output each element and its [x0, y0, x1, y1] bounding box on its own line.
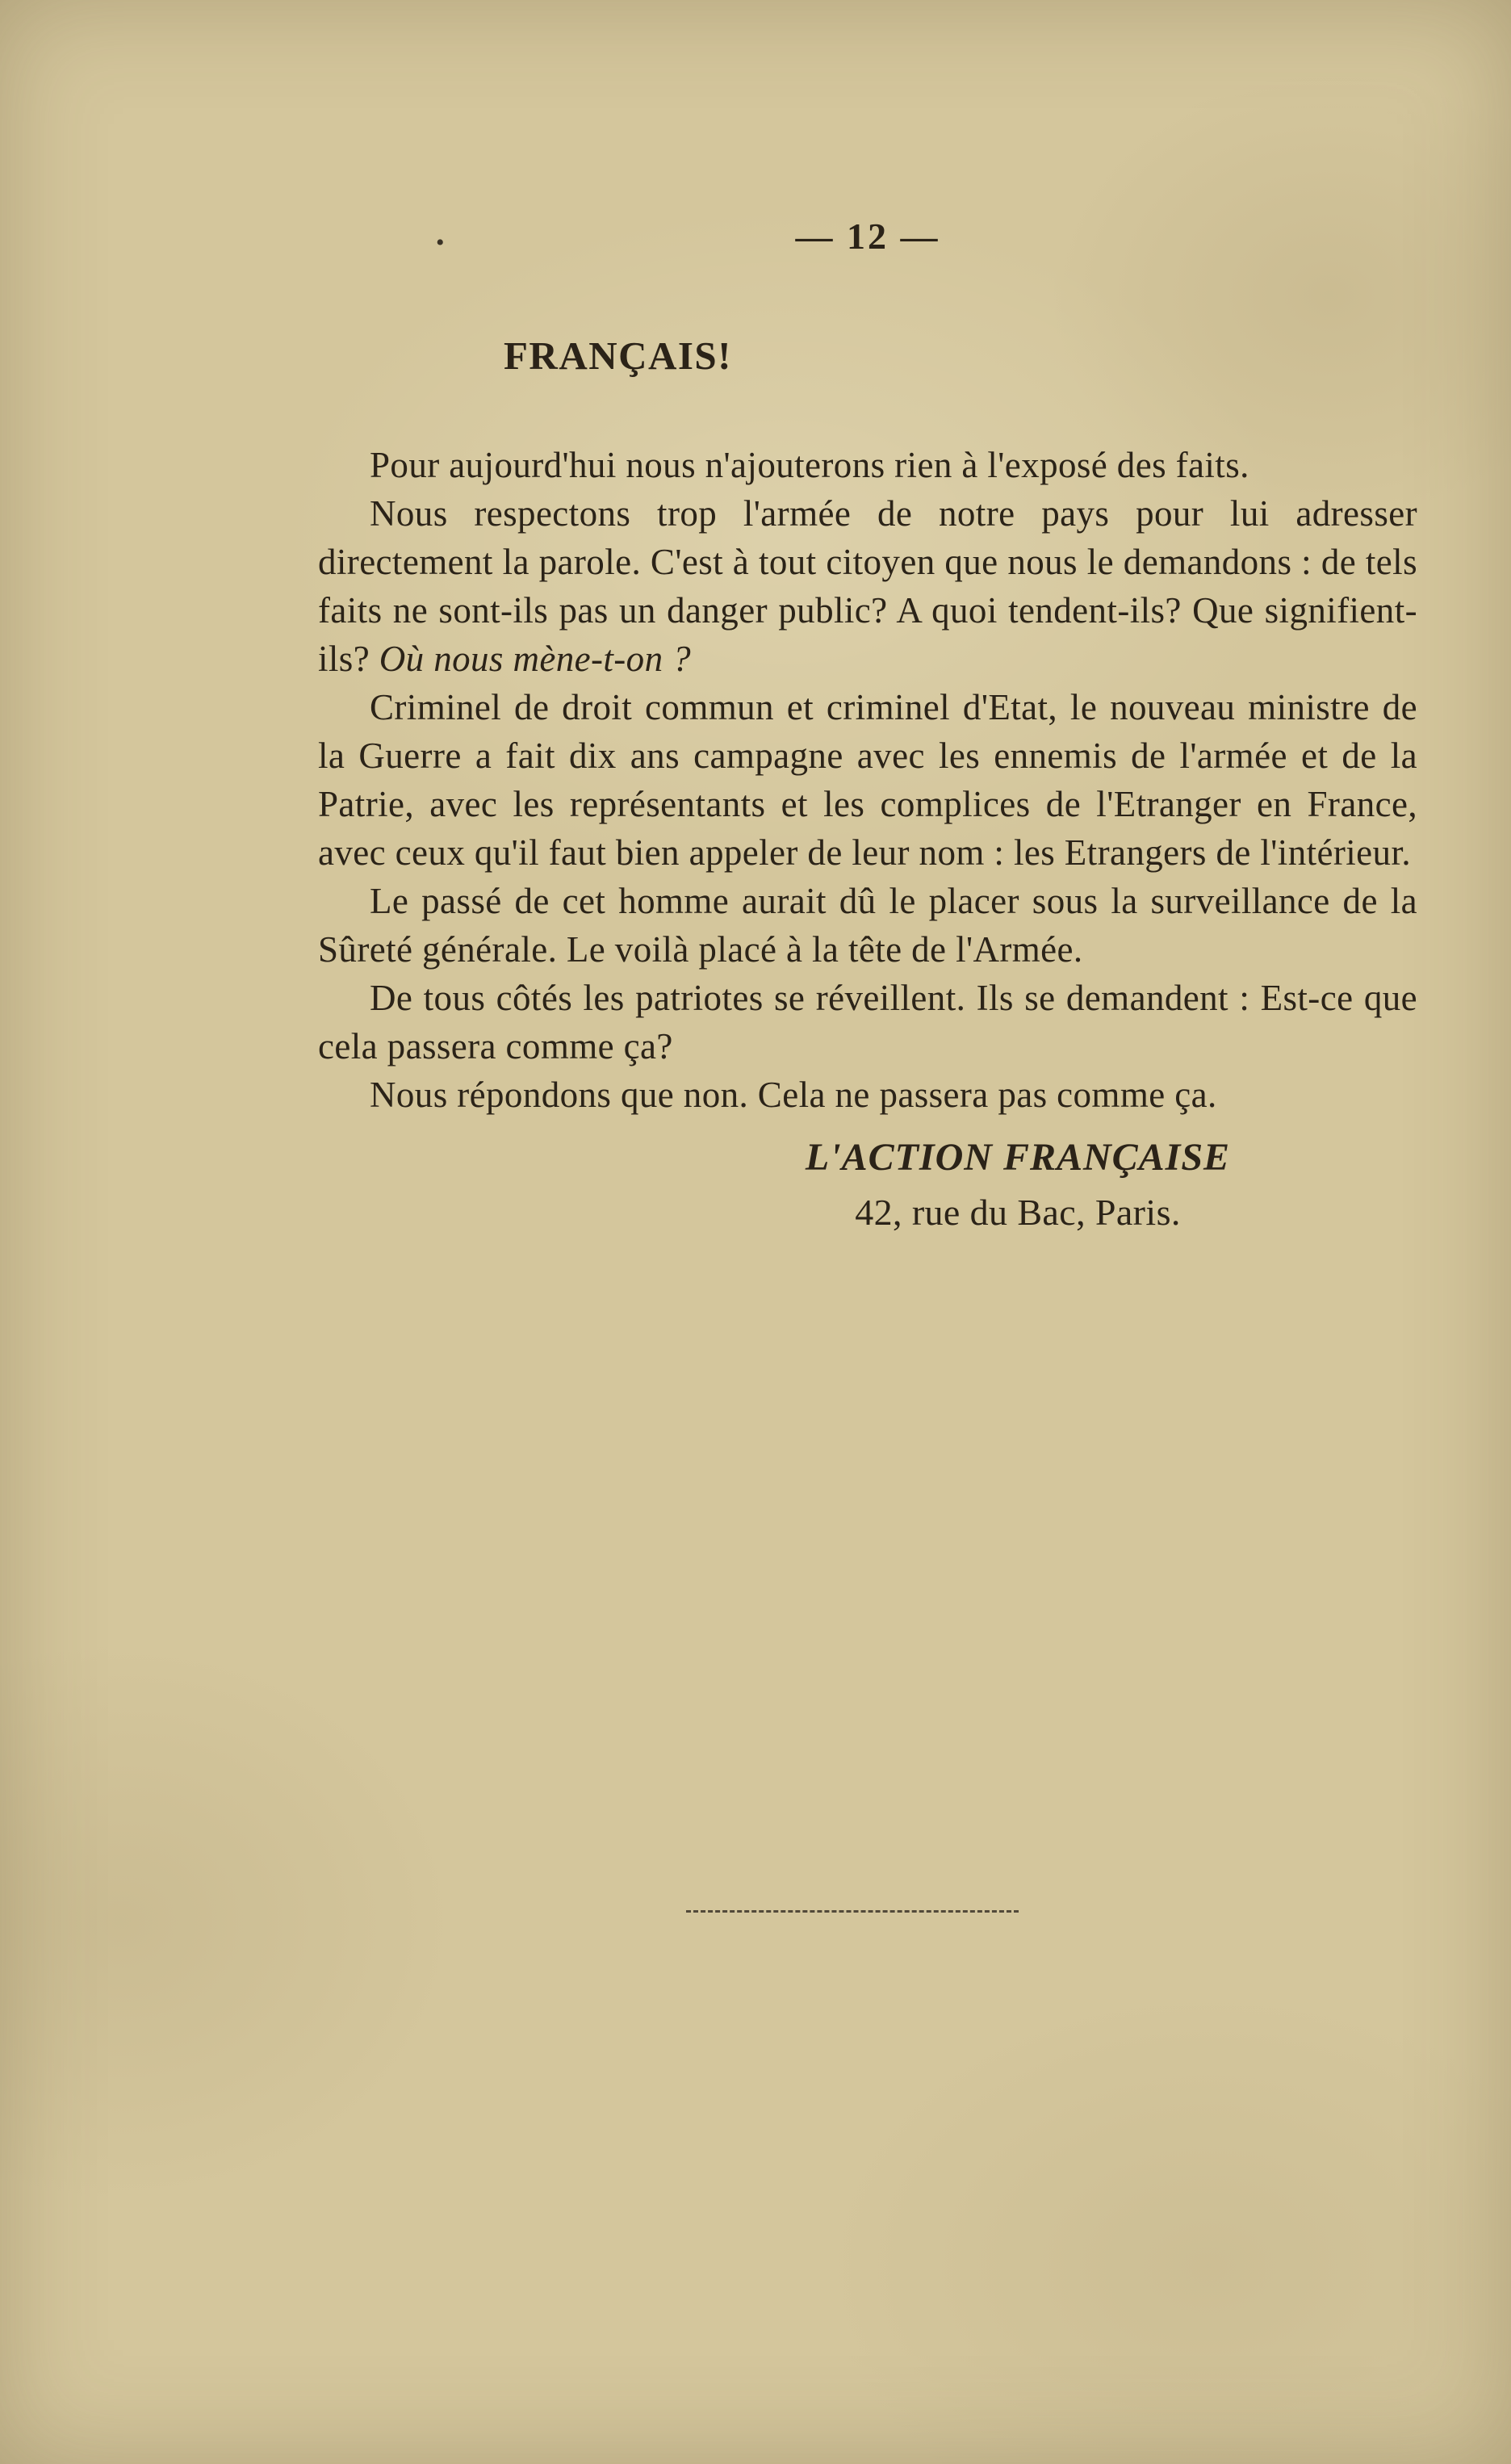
paragraph-4: [318, 877, 1417, 974]
paragraph-1-text: Pour aujourd'hui nous n'ajouterons rien à l'exposé des faits.: [370, 445, 1249, 485]
paragraph-3: [318, 683, 1417, 877]
paragraph-6-text: Nous répondons que non. Cela ne passera pas comme ça.: [370, 1075, 1217, 1115]
signature-block: [468, 1134, 1511, 1237]
body-text: [318, 441, 1417, 1237]
paragraph-5: [318, 974, 1417, 1071]
page-title: FRANÇAIS!: [504, 333, 732, 378]
signature-address: 42, rue du Bac, Paris.: [855, 1192, 1181, 1233]
horizontal-divider: [686, 1910, 1019, 1913]
paragraph-2-text: Nous respectons trop l'armée de notre pays pour lui adresser directement la parole. C'est à tout citoyen que nous le demandons : de tels faits ne sont-ils pas un danger public? A quoi tendent-ils? Que signifient-ils?: [318, 493, 1417, 679]
signature-name: L'ACTION FRANÇAISE: [805, 1136, 1231, 1179]
paragraph-6: [318, 1071, 1417, 1119]
paragraph-5-text: De tous côtés les patriotes se réveillent. Ils se demandent : Est-ce que cela passera comme ça?: [318, 978, 1417, 1066]
paragraph-1: [318, 441, 1417, 489]
paragraph-2-italic-text: Où nous mène-t-on ?: [379, 639, 692, 679]
printer-mark: •: [436, 229, 445, 256]
paragraph-2: [318, 489, 1417, 683]
paragraph-3-text: Criminel de droit commun et criminel d'Etat, le nouveau ministre de la Guerre a fait dix ans campagne avec les ennemis de l'armée et de la Patrie, avec les représentants et les complices de l'Etranger en France, avec ceux qu'il faut bien appeler de leur nom : les Etrangers de l'intérieur.: [318, 687, 1417, 873]
paragraph-4-text: Le passé de cet homme aurait dû le placer sous la surveillance de la Sûreté générale. Le voilà placé à la tête de l'Armée.: [318, 881, 1417, 970]
page-number: — 12 —: [795, 216, 940, 257]
